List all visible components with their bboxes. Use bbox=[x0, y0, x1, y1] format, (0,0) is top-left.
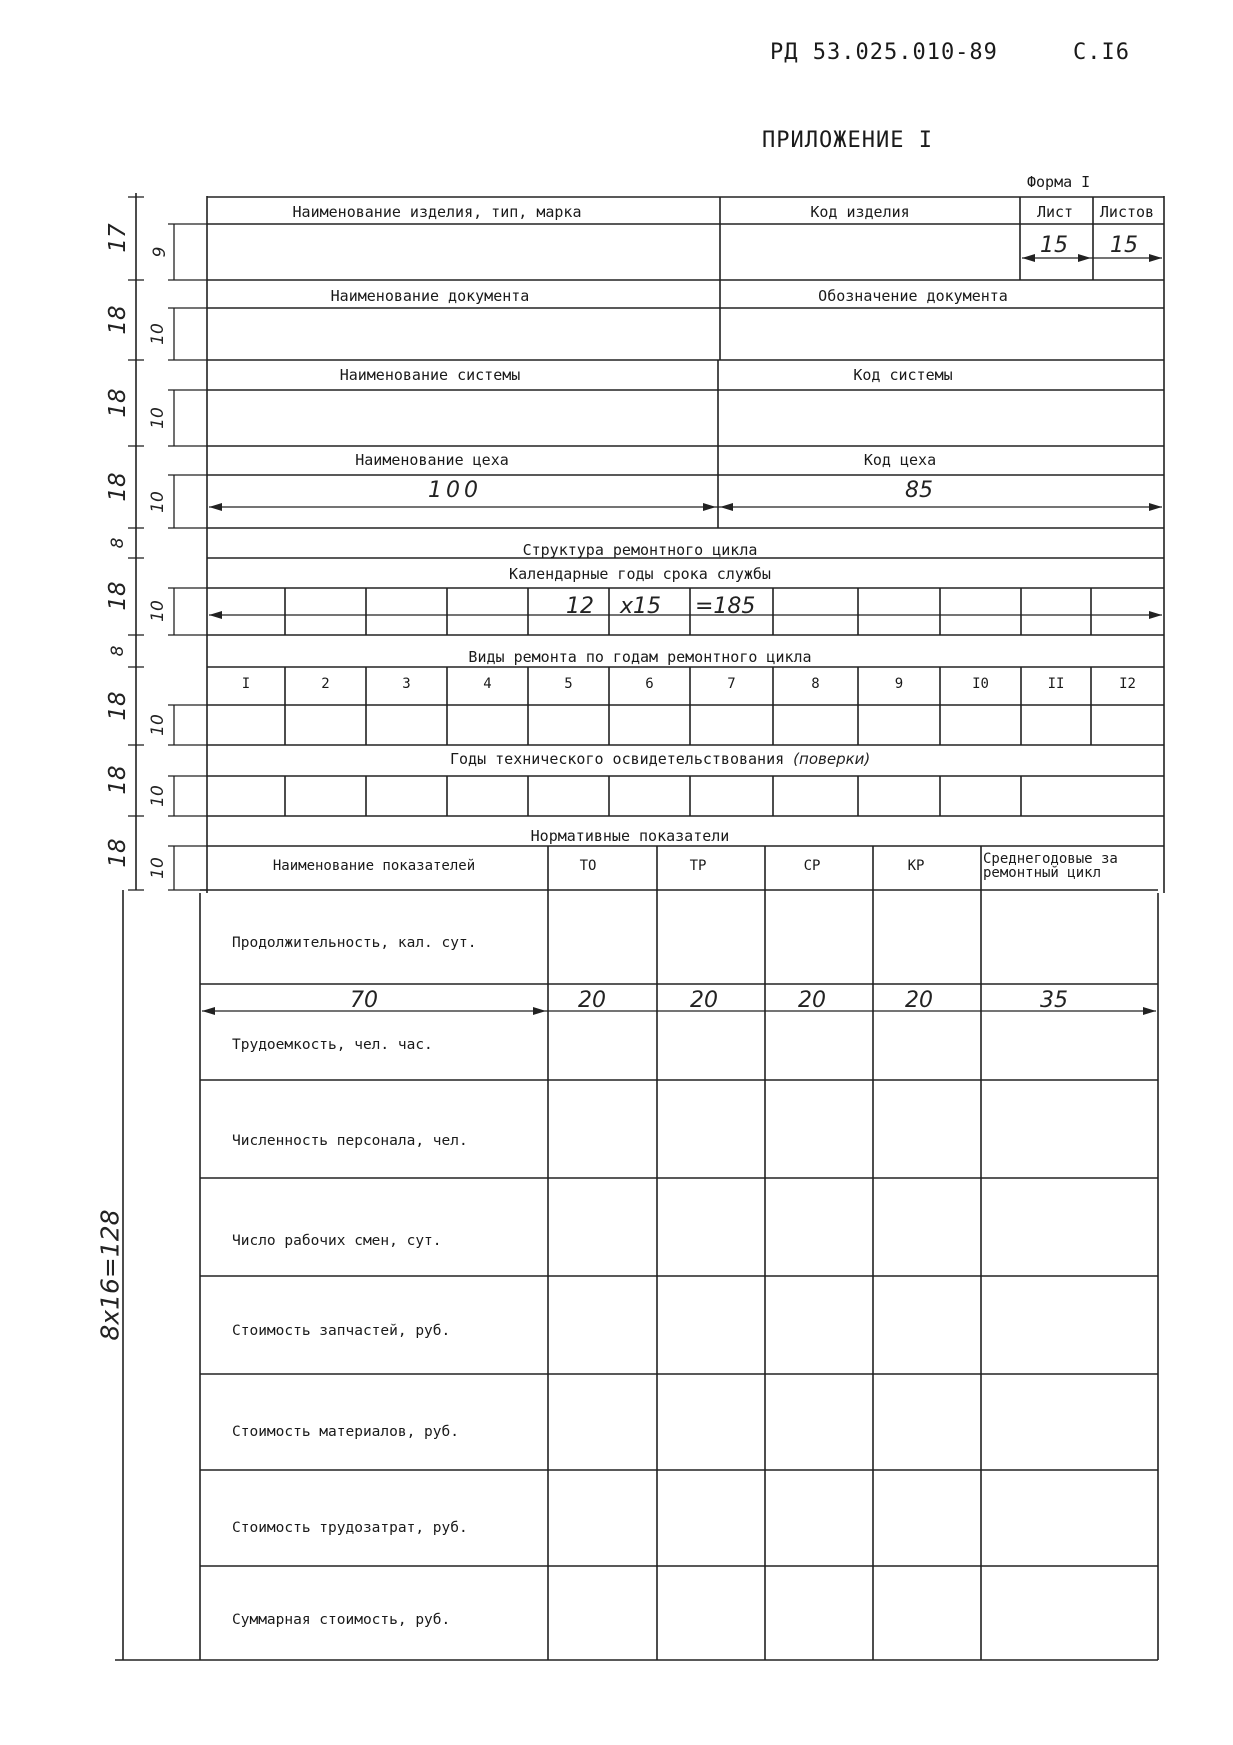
indicator-row-label: Продолжительность, кал. сут. bbox=[232, 935, 477, 951]
col-header-avg-line1: Среднегодовые за bbox=[983, 851, 1118, 867]
col-header-avg bbox=[983, 852, 1118, 880]
row-height-note: 10 bbox=[148, 407, 168, 429]
row-height-note: 18 bbox=[105, 305, 131, 335]
row-height-note: 18 bbox=[105, 691, 131, 721]
repair-year-number: 9 bbox=[894, 676, 904, 692]
row-height-note: 10 bbox=[148, 323, 168, 345]
col-kr-width-note: 20 bbox=[905, 988, 933, 1013]
calendar-total-note: =185 bbox=[695, 594, 756, 619]
repair-year-number: 7 bbox=[727, 676, 736, 692]
repair-year-number: 5 bbox=[564, 676, 573, 692]
doc-designation-label: Обозначение документа bbox=[818, 287, 1008, 305]
row-height-note: 8 bbox=[108, 645, 128, 657]
indicator-row-label: Стоимость трудозатрат, руб. bbox=[232, 1520, 468, 1536]
shop-code-label: Код цеха bbox=[863, 451, 937, 469]
inspection-years-label: Годы технического освидетельствования (поверки) bbox=[450, 750, 871, 768]
row-height-note: 18 bbox=[105, 472, 131, 502]
appendix-title: ПРИЛОЖЕНИЕ I bbox=[762, 128, 933, 153]
row-height-note: 10 bbox=[148, 785, 168, 807]
document-number: РД 53.025.010-89 bbox=[770, 40, 998, 65]
repair-year-number: I2 bbox=[1119, 676, 1136, 692]
repair-year-number: 3 bbox=[402, 676, 411, 692]
row-height-note: 18 bbox=[105, 388, 131, 418]
form-label: Форма I bbox=[1027, 173, 1091, 191]
system-code-label: Код системы bbox=[853, 366, 953, 384]
indicator-row-label: Суммарная стоимость, руб. bbox=[232, 1612, 451, 1628]
indicator-row-label: Трудоемкость, чел. час. bbox=[232, 1037, 433, 1053]
repair-year-number: 2 bbox=[321, 676, 330, 692]
repair-year-number: 4 bbox=[483, 676, 492, 692]
shop-name-label: Наименование цеха bbox=[355, 451, 509, 469]
row-height-note: 10 bbox=[148, 857, 168, 879]
col-sr-width-note: 20 bbox=[798, 988, 826, 1013]
row-height-note: 17 bbox=[105, 223, 131, 253]
table-height-note: 8х16=128 bbox=[95, 1209, 125, 1341]
col-header-tr: ТР bbox=[689, 858, 707, 874]
row-height-note: 8 bbox=[108, 537, 128, 549]
inspection-note: (поверки) bbox=[793, 750, 871, 768]
repair-year-number: 6 bbox=[645, 676, 654, 692]
sheets-width-note: 15 bbox=[1110, 233, 1138, 258]
row-height-note: 10 bbox=[148, 714, 168, 736]
indicator-row-label: Стоимость материалов, руб. bbox=[232, 1424, 459, 1440]
col-to-width-note: 20 bbox=[578, 988, 606, 1013]
shop-code-width-note: 85 bbox=[905, 478, 933, 503]
col-header-sr: СР bbox=[803, 858, 821, 874]
repair-year-number: II bbox=[1047, 676, 1065, 692]
row-height-note: 18 bbox=[105, 581, 131, 611]
shop-name-width-note: 100 bbox=[428, 478, 482, 503]
row-height-note: 18 bbox=[105, 765, 131, 795]
col-avg-width-note: 35 bbox=[1040, 988, 1068, 1013]
sheet-label: Лист bbox=[1036, 203, 1074, 221]
calendar-years-label: Календарные годы срока службы bbox=[509, 565, 771, 583]
indicator-row-label: Число рабочих смен, сут. bbox=[232, 1233, 442, 1249]
row-height-note: 10 bbox=[148, 491, 168, 513]
row-height-note: 10 bbox=[148, 600, 168, 622]
product-name-label: Наименование изделия, тип, марка bbox=[292, 203, 582, 221]
product-code-label: Код изделия bbox=[810, 203, 910, 221]
normative-label: Нормативные показатели bbox=[530, 827, 730, 845]
repair-year-number: I bbox=[241, 676, 251, 692]
col-header-name: Наименование показателей bbox=[272, 858, 476, 874]
col-header-kr: КР bbox=[907, 858, 925, 874]
system-name-label: Наименование системы bbox=[339, 366, 521, 384]
row-height-note: 18 bbox=[105, 838, 131, 868]
col-header-to: ТО bbox=[579, 858, 597, 874]
repair-year-number: I0 bbox=[972, 676, 989, 692]
repair-year-number: 8 bbox=[811, 676, 820, 692]
page-number: С.I6 bbox=[1073, 40, 1130, 65]
col-tr-width-note: 20 bbox=[690, 988, 718, 1013]
sheet-width-note: 15 bbox=[1040, 233, 1068, 258]
indicator-row-label: Стоимость запчастей, руб. bbox=[232, 1323, 451, 1339]
doc-name-label: Наименование документа bbox=[330, 287, 530, 305]
cycle-structure-label: Структура ремонтного цикла bbox=[522, 541, 758, 559]
sheets-label: Листов bbox=[1099, 203, 1155, 221]
col-header-avg-line2: ремонтный цикл bbox=[983, 865, 1102, 881]
calendar-count-note: 12 bbox=[566, 594, 594, 619]
repair-types-label: Виды ремонта по годам ремонтного цикла bbox=[468, 648, 812, 666]
col-name-width-note: 70 bbox=[350, 988, 378, 1013]
calendar-multiplier-note: х15 bbox=[620, 594, 662, 619]
indicator-row-label: Численность персонала, чел. bbox=[232, 1133, 468, 1149]
row-height-note: 9 bbox=[150, 246, 170, 258]
